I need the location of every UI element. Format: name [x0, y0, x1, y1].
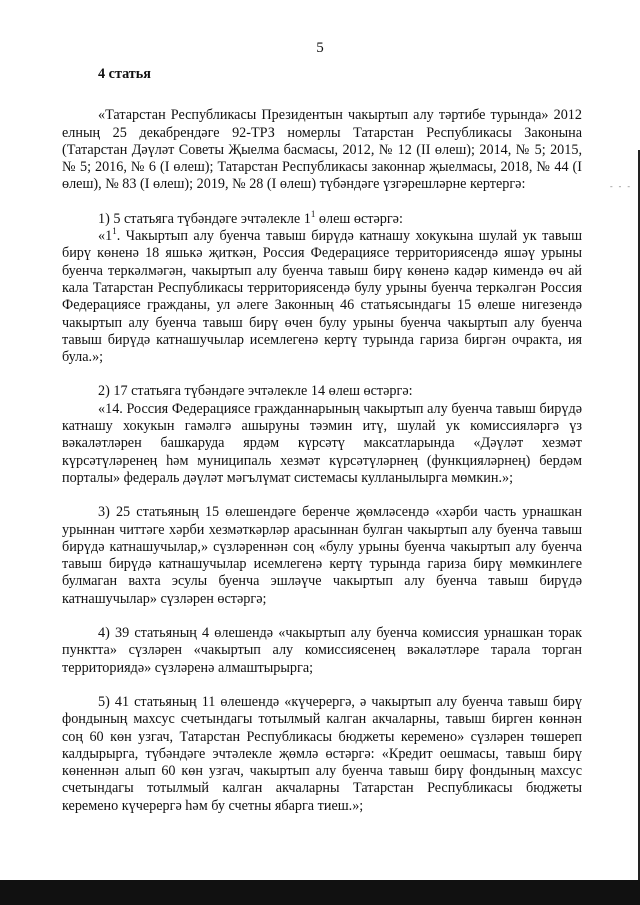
item-1-quote-text: . Чакыртып алу буенча тавыш бирүдә катнашу хокукына шулай ук тавыш бирү көненә 18 яшькә җиткән, Россия Федерациясе территориясендә яшәү урыны буенча теркәлмәгән, чакыртып алу буенча тавыш бирү көненә кадәр кимендә өч ай кала Татарстан Республикасы территориясендә булу урыны буенча теркәлгән Россия Федерациясе гражданы, ул әлеге Законның 46 статьясындагы 15 өлеше нигезендә чакыртып алу буенча тавыш бирү өчен булу урыны буенча чакыртып алу буенча тавыш бирүдә катнашучылар исемлегенә кертү турында гариза биргән очракта, ия була.»; [62, 228, 582, 366]
margin-marks: - - - [610, 182, 632, 191]
item-1-text [62, 228, 582, 366]
item-5-text: 5) 41 статьяның 11 өлешендә «күчерергә, ә чакыртып алу буенча тавыш бирү фондының махсус счетындагы тотылмый калган акчаларны, тавыш бирген көннән соң 60 көн узгач, Татарстан Республикасы бюджеты керемено» сүзләрен төшереп калдырырга, түбәндәге эчтәлекле җөмлә өстәргә: «Кредит оешмасы, тавыш бирү көненнән алып 60 көн узгач, чакыртып алу буенча тавыш бирү фондының махсус счетындагы тотылмый калган акчаларны Татарстан Республикасы бюджеты керемено күчерергә һәм бу счетны ябарга тиеш.»; [62, 693, 582, 814]
article-heading: 4 статья [98, 66, 151, 82]
paragraph-gap [62, 194, 582, 211]
paragraph-gap [62, 608, 582, 625]
page-number: 5 [316, 40, 324, 56]
paragraph-gap [62, 677, 582, 694]
item-1-lead-before: 1) 5 статьяга түбәндәге эчтәлекле 1 [98, 210, 311, 227]
item-1-quote-sup: 1 [112, 226, 117, 237]
item-1-lead [62, 208, 582, 228]
article-intro: «Татарстан Республикасы Президентын чакыртып алу тәртибе турында» 2012 елның 25 декабрендәге 92-ТРЗ номерлы Татарстан Республикасы Законына (Татарстан Дәүләт Советы Җыелма басмасы, 2012, № 12 (II өлеш); 2014, № 5; 2015, № 5; 2016, № 6 (I өлеш); Татарстан Республикасы законнар җыелмасы, 2018, № 44 (I өлеш), № 83 (I өлеш); 2019, № 28 (I өлеш) түбәндәге үзгәрешләрне кертергә: [62, 107, 582, 193]
item-2-lead: 2) 17 статьяга түбәндәге эчтәлекле 14 өлеш өстәргә: [98, 383, 413, 400]
paragraph-gap [62, 366, 582, 383]
item-1-lead-sup: 1 [310, 208, 316, 219]
item-4-text: 4) 39 статьяның 4 өлешендә «чакыртып алу буенча комиссия урнашкан торак пунктта» сүзләрен «чакыртып алу комиссиясенең вәкаләтләре тарала торган территориядә» сүзләренә алмаштырырга; [62, 625, 582, 676]
paragraph-gap [62, 487, 582, 504]
article-body [62, 66, 582, 815]
item-2-text: «14. Россия Федерациясе гражданнарының чакыртып алу буенча тавыш бирүдә катнашу хокукын гамәлгә ашыруны тәэмин итү, шулай ук комиссияләргә үз вәкаләтләрен башкаруда ярдәм күрсәтү максатларында «Дәүләт хезмәт күрсәтүләренең һәм муниципаль хезмәт күрсәтүләрнең (функцияләрнең) бердәм порталы» федераль дәүләт мәгълүмат системасы кулланылырга мөмкин.»; [62, 400, 582, 486]
item-1-lead-after: өлеш өстәргә: [315, 210, 403, 227]
item-3-text: 3) 25 статьяның 15 өлешендәге беренче җөмләсендә «хәрби часть урнашкан урыннан читтәге хәрби хезмәткәрләр арасыннан булган чакыртып алу буенча тавыш бирүдә катнашучылар,» сүзләреннән соң «булу урыны буенча чакыртып алу буенча тавыш бирүдә катнашучылар исемлегенә кертү турында гариза бирү мөмкинлеге булмаган вахта эсулы буенча эшләүче чакыртып алу буенча тавыш бирүдә катнашучылар» сүзләрен өстәргә; [62, 504, 582, 607]
scan-bottom-bar [0, 880, 640, 905]
item-1-quote-open: «1 [98, 228, 113, 245]
